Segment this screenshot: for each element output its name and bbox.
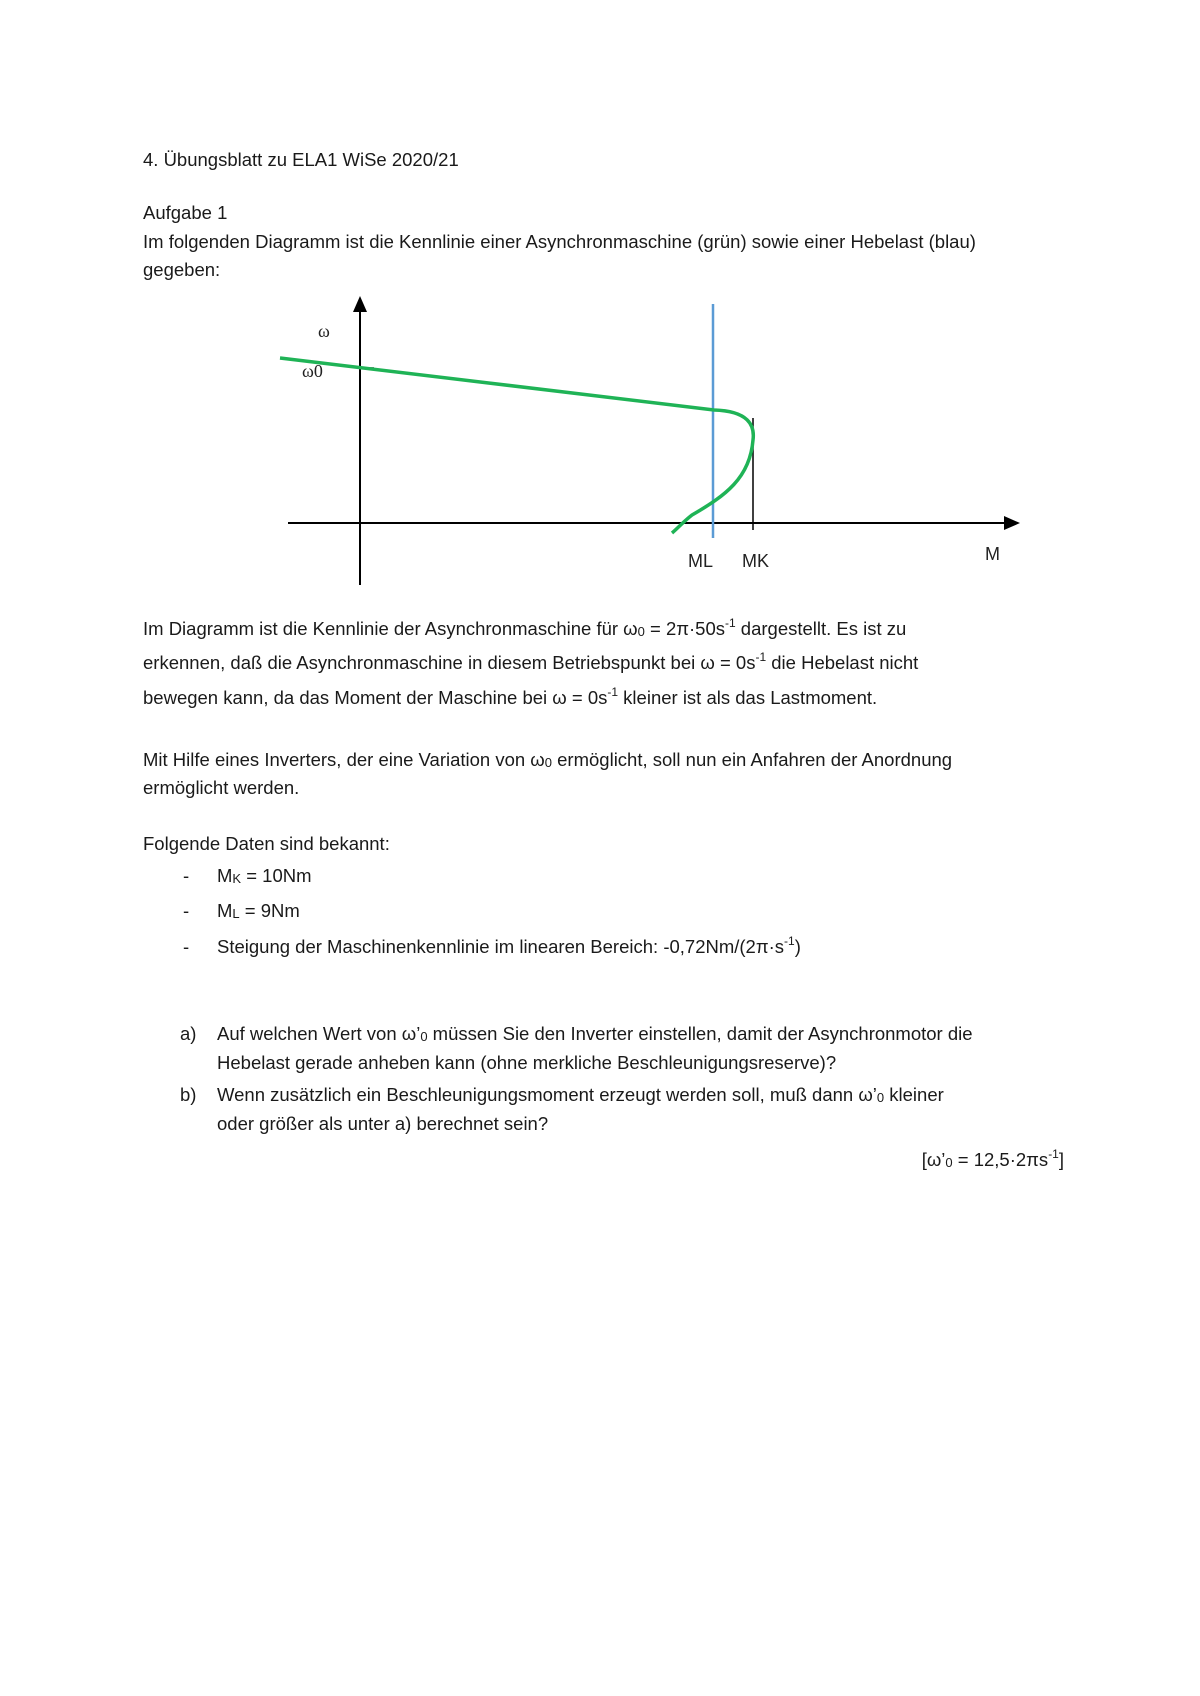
ml-value: $M_L = 9Nm$ bbox=[217, 900, 300, 921]
task-heading: Aufgabe 1 bbox=[143, 202, 228, 223]
machine-characteristic bbox=[280, 358, 753, 533]
y-axis-arrow bbox=[353, 296, 367, 312]
paragraph-1-line-2: erkennen, daß die Asynchronmaschine in diesem Betriebspunkt bei $\omega = 0s^{-1}$ die Hebelast nicht bbox=[143, 650, 919, 673]
x-axis-label: M bbox=[985, 544, 1000, 564]
data-heading: Folgende Daten sind bekannt: bbox=[143, 833, 390, 854]
sheet-title: 4. Übungsblatt zu ELA1 WiSe 2020/21 bbox=[143, 149, 459, 170]
question-b-line-1: Wenn zusätzlich ein Beschleunigungsmoment erzeugt werden soll, muß dann $\omega’_0$ kleiner bbox=[217, 1084, 944, 1105]
question-b-label: b) bbox=[180, 1084, 197, 1105]
ml-label: ML bbox=[688, 551, 714, 571]
slope-value: Steigung der Maschinenkennlinie im linearen Bereich: $-0,72Nm/(2\pi\cdot s^{-1})$ bbox=[217, 934, 801, 957]
question-a-line-1: Auf welchen Wert von $\omega’_0$ müssen Sie den Inverter einstellen, damit der Asynchronmotor die bbox=[217, 1023, 973, 1044]
question-a-line-2: Hebelast gerade anheben kann (ohne merkliche Beschleunigungsreserve)? bbox=[217, 1052, 837, 1073]
list-bullet: - bbox=[183, 936, 190, 957]
list-bullet: - bbox=[183, 865, 190, 886]
intro-line-1: Im folgenden Diagramm ist die Kennlinie einer Asynchronmaschine (grün) sowie einer Hebelast (blau) bbox=[143, 231, 976, 252]
mk-label: MK bbox=[742, 551, 769, 571]
paragraph-1-line-3: bewegen kann, da das Moment der Maschine bei $\omega = 0s^{-1}$ kleiner ist als das Lastmoment. bbox=[143, 685, 878, 708]
answer: $[\omega’_0 = 12,5\cdot 2\pi s^{-1}]$ bbox=[921, 1147, 1064, 1170]
intro-line-2: gegeben: bbox=[143, 259, 221, 280]
list-bullet: - bbox=[183, 900, 190, 921]
mk-value: $M_K = 10Nm$ bbox=[217, 865, 312, 886]
characteristic-diagram bbox=[270, 290, 1030, 590]
paragraph-2-line-1: Mit Hilfe eines Inverters, der eine Variation von $\omega_0$ ermöglicht, soll nun ein Anfahren der Anordnung bbox=[143, 749, 953, 770]
question-a-label: a) bbox=[180, 1023, 197, 1044]
x-axis-arrow bbox=[1004, 516, 1020, 530]
question-b-line-2: oder größer als unter a) berechnet sein? bbox=[217, 1113, 549, 1134]
y-axis-label: ω bbox=[318, 321, 330, 341]
paragraph-1-line-1: Im Diagramm ist die Kennlinie der Asynchronmaschine für $\omega_0 = 2\pi\cdot 50s^{-1}$ dargestellt. Es ist zu bbox=[143, 616, 907, 639]
omega0-label: ω0 bbox=[302, 361, 323, 381]
paragraph-2-line-2: ermöglicht werden. bbox=[143, 777, 300, 798]
